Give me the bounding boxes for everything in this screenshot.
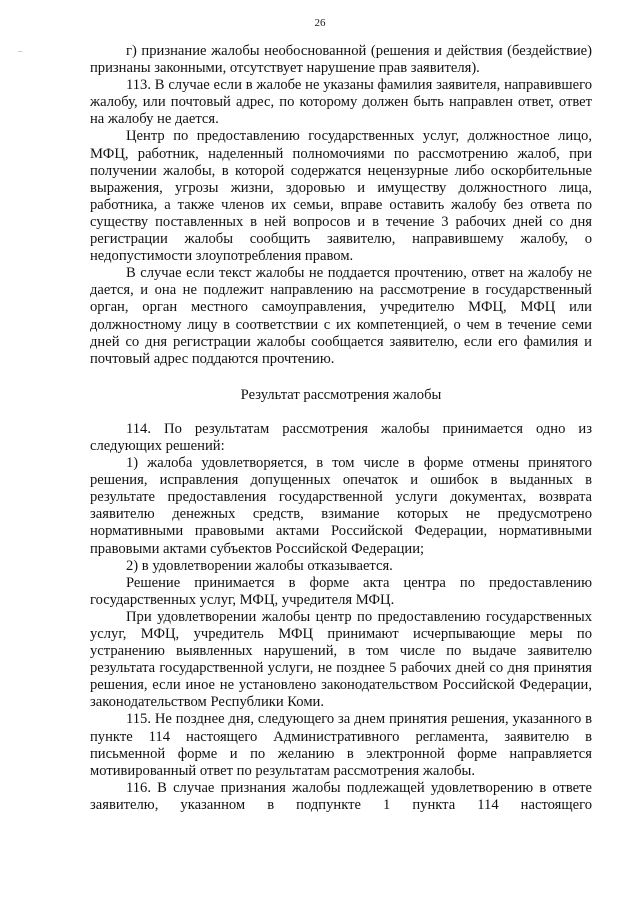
paragraph-114: 114. По результатам рассмотрения жалобы принимается одно из следующих решений: bbox=[90, 420, 592, 454]
paragraph-unreadable-complaint: В случае если текст жалобы не поддается прочтению, ответ на жалобу не дается, и она не подлежит направлению на рассмотрение в государственный орган, орган местного самоуправления, учредителю МФЦ, МФЦ или должностному лицу в соответствии с их компетенцией, о чем в течение семи дней со дня регистрации жалобы сообщается заявителю, если его фамилия и почтовый адрес поддаются прочтению. bbox=[90, 265, 592, 367]
paragraph-113: 113. В случае если в жалобе не указаны фамилия заявителя, направившего жалобу, или почтовый адрес, по которому должен быть направлен ответ, ответ на жалобу не дается. bbox=[90, 77, 592, 128]
paragraph-remedy-measures: При удовлетворении жалобы центр по предоставлению государственных услуг, МФЦ, учредитель МФЦ принимают исчерпывающие меры по устранению выявленных нарушений, в том числе по выдаче заявителю результата государственной услуги, не позднее 5 рабочих дней со дня принятия решения, если иное не установлено законодательством Российской Федерации, законодательством Республики Коми. bbox=[90, 608, 592, 711]
paragraph-abusive-complaint: Центр по предоставлению государственных услуг, должностное лицо, МФЦ, работник, наделенный полномочиями по рассмотрению жалоб, при получении жалобы, в которой содержатся нецензурные либо оскорбительные выражения, угрозы жизни, здоровью и имуществу должностного лица, работника, а также членов их семьи, вправе оставить жалобу без ответа по существу поставленных в ней вопросов и в течение 3 рабочих дней со дня регистрации жалобы сообщить заявителю, направившему жалобу, о недопустимости злоупотребления правом. bbox=[90, 128, 592, 265]
section-heading: Результат рассмотрения жалобы bbox=[240, 386, 442, 403]
page-number: 26 bbox=[314, 17, 326, 29]
paragraph-decision-act: Решение принимается в форме акта центра по предоставлению государственных услуг, МФЦ, учредителя МФЦ. bbox=[90, 574, 592, 608]
paragraph-decision-2: 2) в удовлетворении жалобы отказывается. bbox=[126, 557, 393, 574]
paragraph-115: 115. Не позднее дня, следующего за днем принятия решения, указанного в пункте 114 настоящего Административного регламента, заявителю в письменной форме и по желанию в электронной форме направляется мотивированный ответ по результатам рассмотрения жалобы. bbox=[90, 711, 592, 779]
paragraph-subitem-g: г) признание жалобы необоснованной (решения и действия (бездействие) признаны законными, отсутствует нарушение прав заявителя). bbox=[90, 43, 592, 77]
paragraph-116: 116. В случае признания жалобы подлежащей удовлетворению в ответе заявителю, указанном в подпункте 1 пункта 114 настоящего bbox=[90, 779, 592, 813]
paragraph-decision-1: 1) жалоба удовлетворяется, в том числе в форме отмены принятого решения, исправления допущенных опечаток и ошибок в выданных в результате предоставления государственной услуги документах, возврата заявителю денежных средств, взимание которых не предусмотрено нормативными правовыми актами Российской Федерации, нормативными правовыми актами субъектов Российской Федерации; bbox=[90, 455, 592, 557]
margin-mark: – bbox=[18, 46, 23, 56]
document-body bbox=[90, 43, 592, 814]
